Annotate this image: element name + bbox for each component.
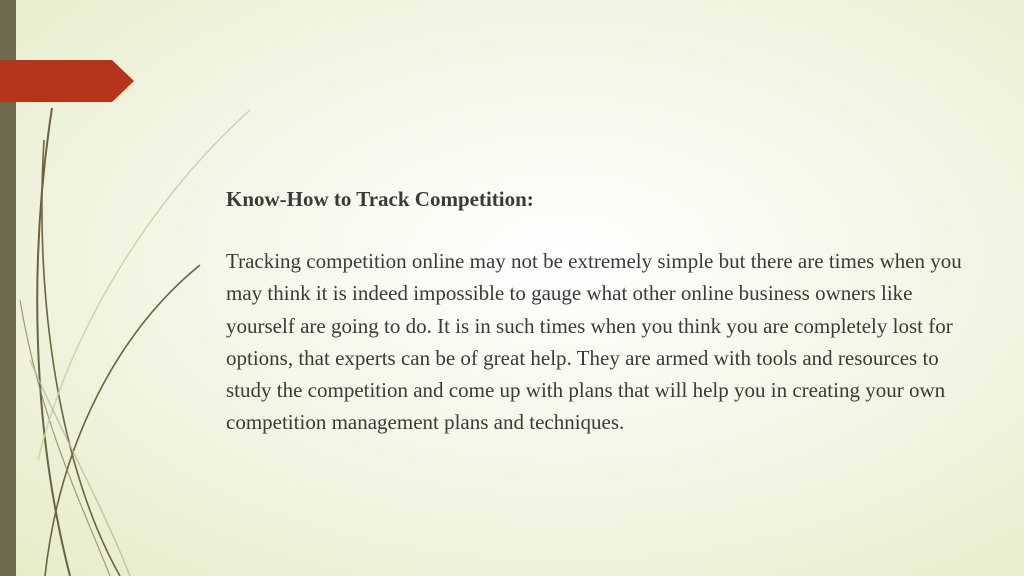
slide-heading: Know-How to Track Competition: <box>226 187 534 211</box>
red-arrow-banner <box>0 60 134 102</box>
slide-content <box>226 183 966 439</box>
slide-body-text: Tracking competition online may not be extremely simple but there are times when you may think it is indeed impossible to gauge what other online business owners like yourself are going to do. It is in such times when you think you are completely lost for options, that experts can be of great help. They are armed with tools and resources to study the competition and come up with plans that will help you in creating your own competition management plans and techniques. <box>226 249 962 435</box>
